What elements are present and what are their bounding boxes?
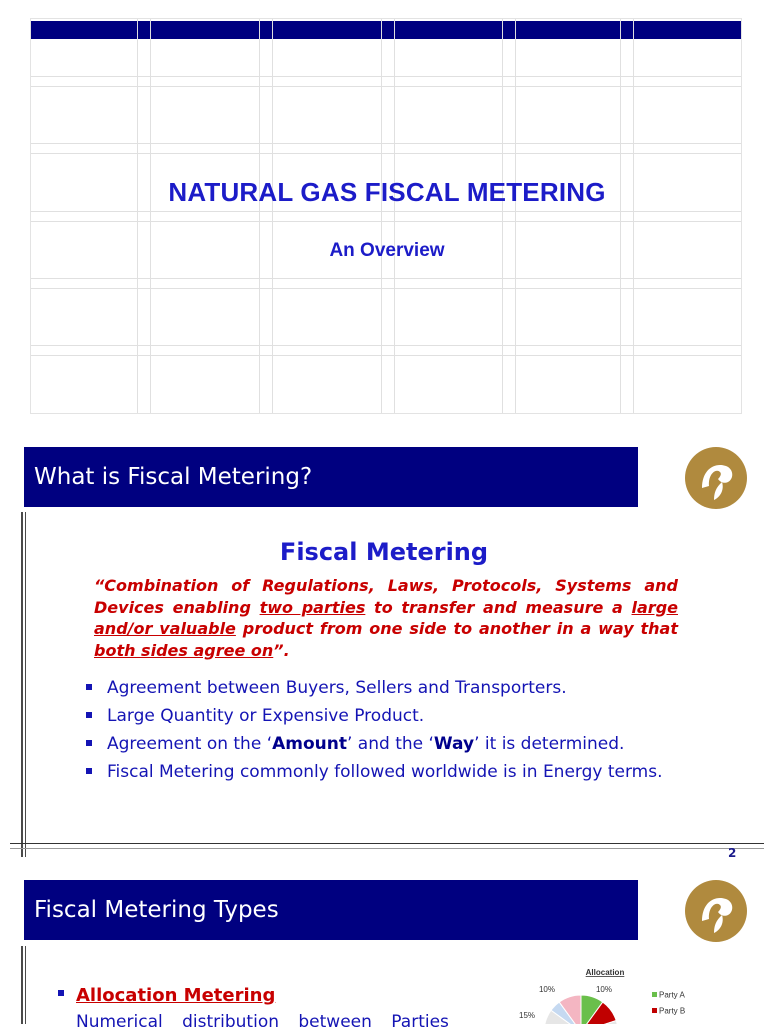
grid-line — [31, 143, 742, 144]
reliance-logo-icon — [684, 879, 748, 943]
slide-left-border — [25, 946, 26, 1024]
list-item: Fiscal Metering commonly followed worldwide is in Energy terms. — [84, 761, 668, 784]
slide-header: Fiscal Metering Types — [24, 880, 638, 940]
page-number: 2 — [728, 846, 737, 860]
presentation-subtitle: An Overview — [329, 240, 445, 261]
title-slide — [30, 18, 742, 414]
presentation-title: NATURAL GAS FISCAL METERING — [168, 177, 606, 207]
grid-line — [31, 288, 742, 289]
legend-entry: Party B — [659, 1006, 686, 1016]
legend-entry: Party A — [659, 990, 685, 1000]
legend-swatch-party-a — [652, 992, 657, 997]
pie-data-label: 15% — [519, 1011, 536, 1020]
list-item: Large Quantity or Expensive Product. — [84, 705, 668, 728]
grid-line — [31, 278, 742, 279]
definition-quote: “Combination of Regulations, Laws, Protocols, Systems and Devices enabling two parties to transfer and measure a large and/or valuable product from one side to another in a way that both sides agree on”. — [94, 576, 678, 660]
pie-data-label: 10% — [538, 985, 556, 994]
footer-divider — [10, 848, 764, 849]
grid-line — [31, 76, 742, 77]
allocation-metering-description: Numerical distribution between Parties — [76, 1012, 449, 1032]
allocation-metering-label: Allocation Metering — [76, 985, 276, 1006]
square-bullet-icon — [86, 712, 92, 718]
reliance-logo-icon — [684, 446, 748, 510]
pie-slices — [544, 995, 618, 1024]
footer-divider — [10, 843, 764, 844]
list-item: Agreement between Buyers, Sellers and Transporters. — [84, 677, 668, 700]
grid-line — [31, 355, 742, 356]
square-bullet-icon — [86, 740, 92, 746]
slide-left-border — [21, 946, 23, 1024]
chart-title: Allocation — [585, 968, 625, 977]
section-heading: Fiscal Metering — [279, 538, 489, 566]
slide-header: What is Fiscal Metering? — [24, 447, 638, 507]
grid-line — [31, 345, 742, 346]
list-item: Agreement on the ‘Amount’ and the ‘Way’ it is determined. — [84, 733, 668, 756]
square-bullet-icon — [58, 990, 64, 996]
legend-swatch-party-b — [652, 1008, 657, 1013]
square-bullet-icon — [86, 768, 92, 774]
bullet-list — [84, 677, 668, 784]
grid-line — [31, 86, 742, 87]
grid-line — [31, 221, 742, 222]
grid-line — [31, 153, 742, 154]
square-bullet-icon — [86, 684, 92, 690]
pie-data-label: 10% — [595, 985, 613, 994]
allocation-pie-chart — [505, 960, 705, 1024]
grid-line — [31, 211, 742, 212]
